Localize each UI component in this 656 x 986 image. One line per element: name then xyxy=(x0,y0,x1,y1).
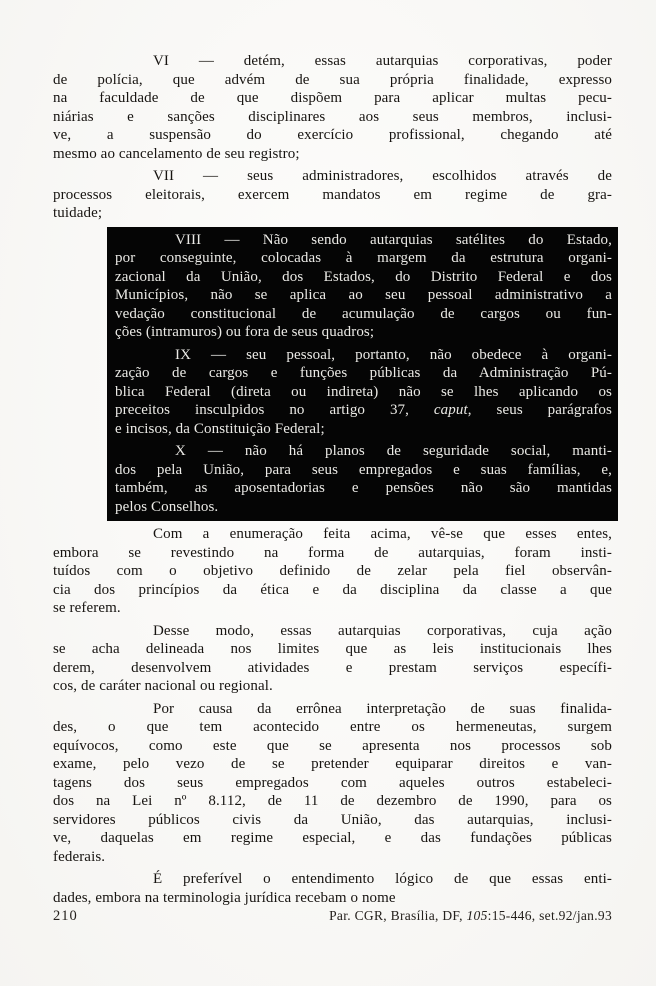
text-line: ve, a suspensão do exercício profissional, chegando até xyxy=(53,127,612,143)
text-line: cia dos princípios da ética e da disciplina da classe a que xyxy=(53,581,612,598)
text-line: cos, de caráter nacional ou regional. xyxy=(53,678,273,694)
paragraph-item-vii xyxy=(53,167,612,223)
paragraph-item-ix xyxy=(115,346,612,439)
text-line: por conseguinte, colocadas à margem da estrutura organi- xyxy=(115,250,612,266)
text-line: se referem. xyxy=(53,600,121,616)
paragraph-para-e-preferivel xyxy=(53,870,612,907)
text-line: zacional da União, dos Estados, do Distrito Federal e dos xyxy=(115,268,612,285)
text-line: Municípios, não se aplica ao seu pessoal administrativo a xyxy=(115,287,612,303)
text-line: blica Federal (direta ou indireta) não se lhes aplicando os xyxy=(115,383,612,400)
text-line: niárias e sanções disciplinares aos seus membros, inclusi- xyxy=(53,108,612,125)
text-line: também, as aposentadorias e pensões não são mantidas xyxy=(115,480,612,496)
text-line: tuídos com o objetivo definido de zelar pela fiel observân- xyxy=(53,563,612,579)
text-line: des, o que tem acontecido entre os hermeneutas, surgem xyxy=(53,719,612,735)
text-line: É preferível o entendimento lógico de que essas enti- xyxy=(153,871,612,887)
text-line: dos pela União, para seus empregados e suas famílias, e, xyxy=(115,461,612,478)
text-line: Desse modo, essas autarquias corporativas, cuja ação xyxy=(153,622,612,639)
text-line: IX — seu pessoal, portanto, não obedece à organi- xyxy=(175,346,612,363)
text-line: zação de cargos e funções públicas da Administração Pú- xyxy=(115,365,612,381)
paragraph-para-desse-modo xyxy=(53,622,612,696)
text-line: embora se revestindo na forma de autarquias, foram insti- xyxy=(53,544,612,561)
paragraph-para-por-causa xyxy=(53,700,612,867)
text-line: exame, pelo vezo de se pretender equiparar direitos e van- xyxy=(53,756,612,772)
text-line: ções (intramuros) ou fora de seus quadros; xyxy=(115,324,375,340)
text-line: pelos Conselhos. xyxy=(115,498,219,515)
text-line: derem, desenvolvem atividades e prestam serviços específi- xyxy=(53,659,612,676)
text-line: tagens dos seus empregados com aqueles outros estabeleci- xyxy=(53,774,612,791)
text-line: federais. xyxy=(53,848,106,865)
text-line: ve, daquelas em regime especial, e das fundações públicas xyxy=(53,830,612,846)
text-line: dades, embora na terminologia jurídica recebam o nome xyxy=(53,889,396,906)
paragraph-item-x xyxy=(115,442,612,516)
page-footer xyxy=(53,908,612,925)
text-line: Com a enumeração feita acima, vê-se que esses entes, xyxy=(153,526,612,542)
paragraph-item-vi xyxy=(53,52,612,163)
text-line: mesmo ao cancelamento de seu registro; xyxy=(53,145,300,162)
text-line: VI — detém, essas autarquias corporativas, poder xyxy=(153,53,612,69)
paragraph-para-enumeracao xyxy=(53,525,612,618)
page-number: 210 xyxy=(53,908,78,924)
text-line: processos eleitorais, exercem mandatos em regime de gra- xyxy=(53,186,612,203)
text-line: preceitos insculpidos no artigo 37, caput, seus parágrafos xyxy=(115,402,612,418)
text-line: na faculdade de que dispõem para aplicar multas pecu- xyxy=(53,90,612,106)
text-line: dos na Lei nº 8.112, de 11 de dezembro de 1990, para os xyxy=(53,793,612,809)
text-line: X — não há planos de seguridade social, manti- xyxy=(175,443,612,459)
document-body xyxy=(53,52,612,911)
text-line: Por causa da errônea interpretação de suas finalida- xyxy=(153,700,612,717)
text-line: se acha delineada nos limites que as leis institucionais lhes xyxy=(53,641,612,657)
text-line: equívocos, como este que se apresenta nos processos sob xyxy=(53,737,612,754)
text-line: VIII — Não sendo autarquias satélites do Estado, xyxy=(175,231,612,248)
paragraph-item-viii xyxy=(115,231,612,342)
text-line: servidores públicos civis da União, das autarquias, inclusi- xyxy=(53,811,612,828)
footer-citation: Par. CGR, Brasília, DF, 105:15-446, set.92/jan.93 xyxy=(329,908,612,923)
text-line: VII — seus administradores, escolhidos através de xyxy=(153,168,612,184)
text-line: vedação constitucional de acumulação de cargos ou fun- xyxy=(115,305,612,322)
text-line: e incisos, da Constituição Federal; xyxy=(115,420,325,437)
text-line: de polícia, que advém de sua própria finalidade, expresso xyxy=(53,71,612,88)
text-line: tuidade; xyxy=(53,205,103,221)
highlighted-passage xyxy=(107,227,618,522)
